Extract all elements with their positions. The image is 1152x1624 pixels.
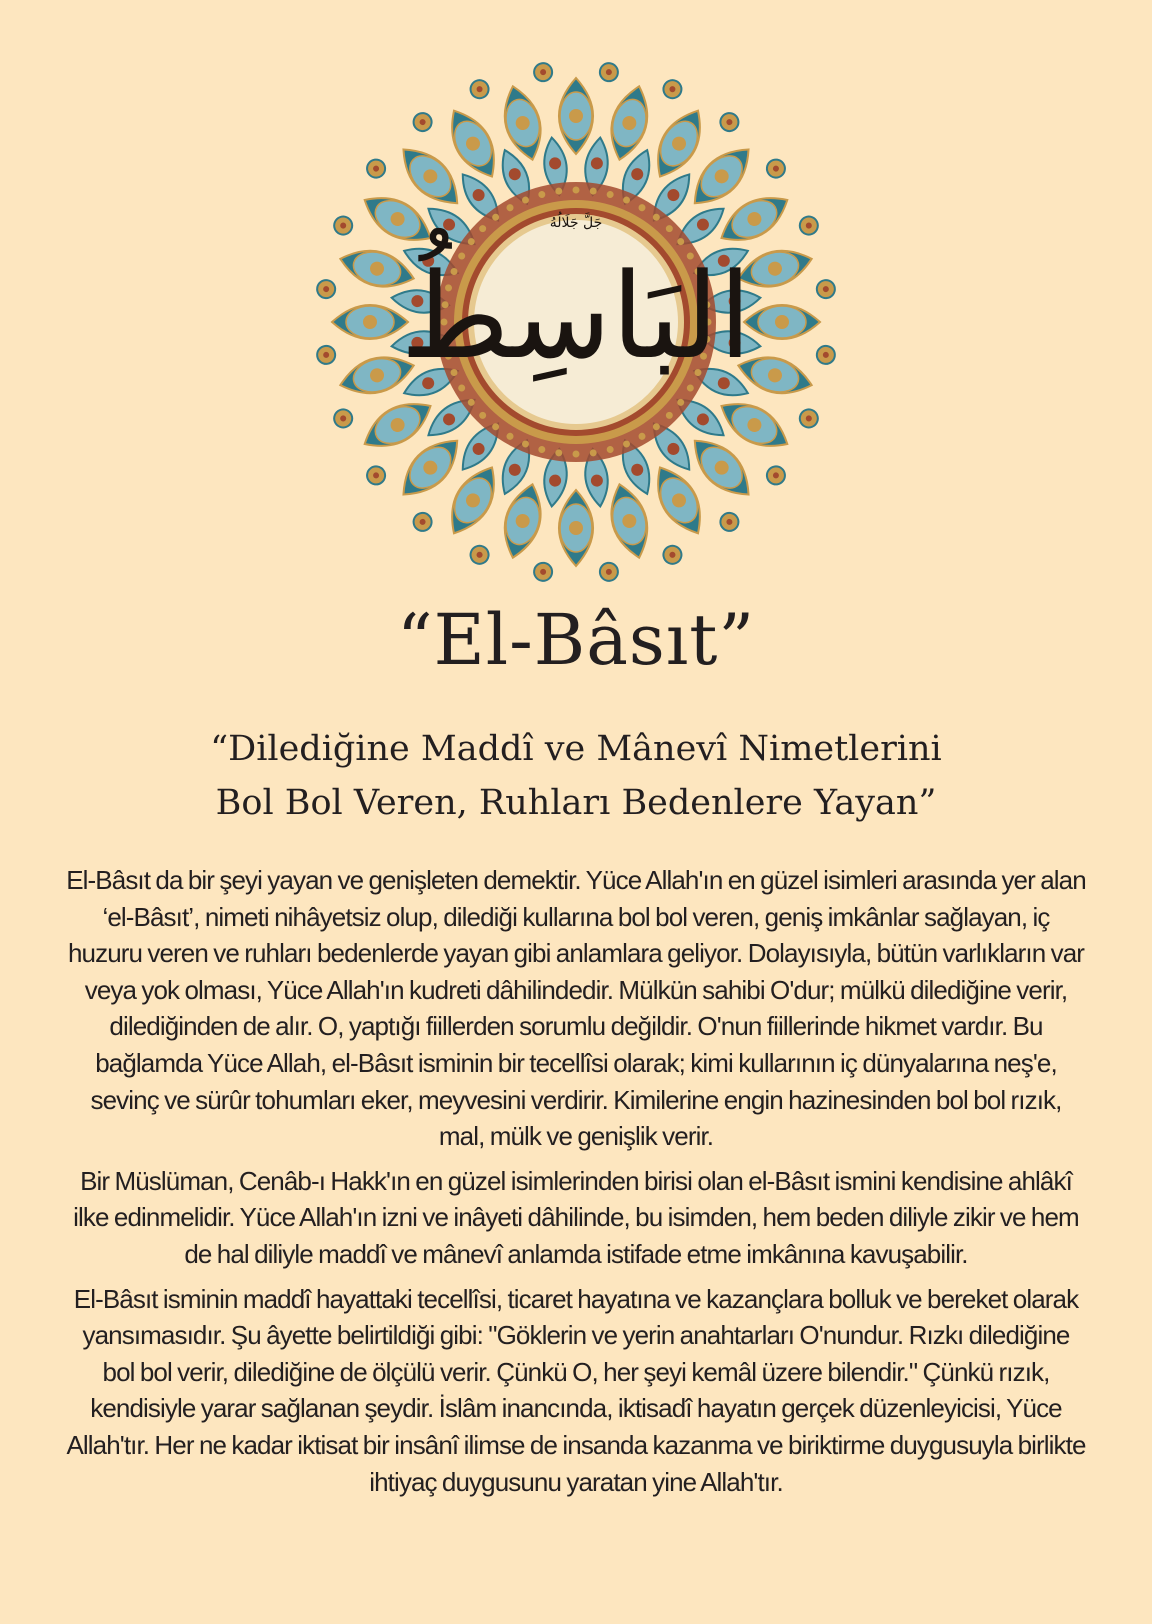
honorific-calligraphy: جَلَّ جَلَالُهُ [549, 215, 603, 231]
outer-petal [332, 305, 408, 339]
outer-flower [468, 543, 492, 567]
outer-petal [744, 305, 820, 339]
outer-flower [331, 214, 355, 238]
outer-flower [331, 407, 355, 431]
inner-band-dot [573, 187, 580, 194]
outer-petal [559, 490, 593, 566]
outer-flower [316, 345, 336, 365]
outer-flower [410, 109, 435, 134]
inner-band-dot [573, 451, 580, 458]
outer-flower [661, 543, 685, 567]
outer-flower [763, 156, 788, 181]
outer-flower [797, 214, 821, 238]
outer-petal [559, 78, 593, 154]
outer-flower [363, 156, 388, 181]
rosette-medallion [300, 52, 852, 592]
outer-flower [533, 62, 553, 82]
outer-flower [410, 509, 435, 534]
outer-flower [316, 279, 336, 299]
paragraph-1: El-Bâsıt da bir şeyi yayan ve genişleten demektir. Yüce Allah'ın en güzel isimleri arasında yer alan ‘el-Bâsıt’, nimeti nihâyetsiz olup, dilediği kullarına bol bol veren, geniş imkânlar sağlayan, iç huzuru veren ve ruhları bedenlerde yayan gibi anlamlara geliyor. Dolayısıyla, bütün varlıkların var veya yok olması, Yüce Allah'ın kudreti dâhilindedir. Mülkün sahibi O'dur; mülkü dilediğine verir, dilediğinden de alır. O, yaptığı fiillerden sorumlu değildir. O'nun fiillerinde hikmet vardır. Bu bağlamda Yüce Allah, el-Bâsıt isminin bir tecellîsi olarak; kimi kullarının iç dünyalarına neş'e, sevinç ve sürûr tohumları eker, meyvesini verdirir. Kimilerine engin hazinesinden bol bol rızık, mal, mülk ve genişlik verir. [66, 865, 1086, 1152]
outer-flower [533, 562, 553, 582]
outer-flower [661, 77, 685, 101]
subtitle-line-2: Bol Bol Veren, Ruhları Bedenlere Yayan” [215, 783, 937, 823]
paragraph-2: Bir Müslüman, Cenâb-ı Hakk'ın en güzel isimlerinden birisi olan el-Bâsıt ismini kendisine ahlâkî ilke edinmelidir. Yüce Allah'ın izni ve inâyeti dâhilinde, bu isimden, hem beden diliyle zikir ve hem de hal diliyle maddî ve mânevî anlamda istifade etme imkânına kavuşabilir. [73, 1165, 1079, 1269]
outer-flower [717, 509, 742, 534]
outer-flower [599, 562, 619, 582]
page-title: “El-Bâsıt” [396, 599, 756, 681]
name-calligraphy: البَاسِطُ [400, 247, 752, 385]
outer-flower [468, 77, 492, 101]
body-text [66, 862, 1086, 1508]
outer-flower [763, 463, 788, 488]
outer-flower [816, 345, 836, 365]
outer-flower [816, 279, 836, 299]
outer-flower [797, 407, 821, 431]
outer-flower [363, 463, 388, 488]
outer-flower [717, 109, 742, 134]
subtitle-line-1: “Dilediğine Maddî ve Mânevî Nimetlerini [210, 729, 942, 769]
outer-flower [599, 62, 619, 82]
rosette-illustration [300, 52, 852, 592]
subtitle [0, 722, 1152, 830]
paragraph-3: El-Bâsıt isminin maddî hayattaki tecellîsi, ticaret hayatına ve kazançlara bolluk ve bereket olarak yansımasıdır. Şu âyette belirtildiği gibi: "Göklerin ve yerin anahtarları O'nundur. Rızkı dilediğine bol bol verir, dilediğine de ölçülü verir. Çünkü O, her şeyi kemâl üzere bilendir." Çünkü rızık, kendisiyle yarar sağlanan şeydir. İslâm inancında, iktisadî hayatın gerçek düzenleyicisi, Yüce Allah'tır. Her ne kadar iktisat bir insânî ilimse de insanda kazanma ve biriktirme duygusuyla birlikte ihtiyaç duygusunu yaratan yine Allah'tır. [66, 1283, 1086, 1497]
